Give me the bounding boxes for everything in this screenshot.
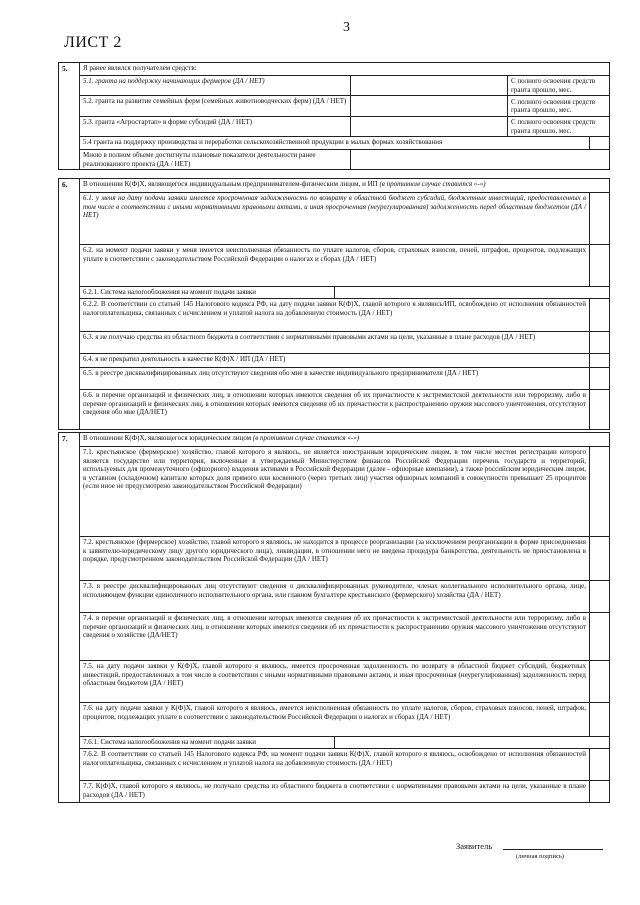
section-6-header-note: (в противном случае ставится «-») — [379, 180, 486, 188]
section-7-header-text: В отношении К(Ф)Х, являющегося юридическим лицом — [83, 434, 252, 442]
item-6-2: 6.2. на момент подачи заявки у меня имеется неисполненная обязанность по уплате налогов, сборов, страховых взносов, пеней, штрафов, процентов, подлежащих уплате в соответствии с законодательством Российской Федерации о налогах и сборах (ДА / НЕТ) — [80, 245, 590, 287]
item-7-7: 7.7. К(Ф)Х, главой которого я являюсь, не получало средства из областного бюджета в соответствии с нормативными правовыми актами на цели, указанные в плане расходов (ДА / НЕТ) — [80, 781, 590, 803]
section-7-table — [58, 432, 610, 803]
field-5-5[interactable] — [351, 150, 610, 170]
field-6-1[interactable] — [590, 193, 610, 245]
field-5-2[interactable] — [351, 96, 508, 117]
field-6-3[interactable] — [590, 332, 610, 354]
item-6-2-2: 6.2.2. В соответствии со статьей 145 Налогового кодекса РФ, на дату подачи заявки К(Ф)Х, главой которого я являюсь/ИП, освобождено от исполнения обязанностей налогоплательщика, связанных с исчислением и уплатой налога на добавленную стоимость (ДА / НЕТ) — [80, 299, 590, 332]
signature-note: (личная подпись) — [516, 853, 564, 860]
item-6-2-1: 6.2.1. Система налогообложения на момент подачи заявки — [80, 287, 335, 299]
field-6-2-1[interactable] — [335, 287, 610, 299]
field-7-6-2[interactable] — [590, 749, 610, 781]
field-7-2[interactable] — [590, 537, 610, 581]
section-6-number: 6. — [59, 179, 80, 430]
section-6-table — [58, 178, 610, 430]
item-7-1: 7.1. крестьянское (фермерское) хозяйство, главой которого я являюсь, не является иностранным юридическим лицом, в том числе местом регистрации которого является государство или территория, включенные в утверждаемый Министерством финансов Российской Федерации перечень государств и территорий, используемых для промежуточного (офшорного) владения активами в Российской Федерации (далее - офшорные компании), а также российским юридическим лицом, в уставном (складочном) капитале которых доля прямого или косвенного (через третьих лиц) участия офшорных компаний в совокупности превышает 25 процентов (если иное не предусмотрено законодательством Российской Федерации) — [80, 447, 590, 537]
item-7-5: 7.5. на дату подачи заявки у К(Ф)Х, главой которого я являюсь, имеется просроченная задолженность по возврату в областной бюджет субсидий, бюджетных инвестиций, предоставленных в том числе в соответствии с иными нормативными правовыми актами, и иная просроченная (неурегулированная) задолженность перед областным бюджетом (ДА / НЕТ) — [80, 661, 590, 703]
field-5-1[interactable] — [351, 76, 508, 96]
page-number: 3 — [343, 20, 350, 35]
field-7-6[interactable] — [590, 703, 610, 737]
field-7-6-1[interactable] — [335, 737, 610, 749]
signature-line[interactable] — [503, 849, 603, 850]
field-6-2-2[interactable] — [590, 299, 610, 332]
field-7-4[interactable] — [590, 613, 610, 661]
item-7-6: 7.6. на дату подачи заявки у К(Ф)Х, главой которого я являюсь, имеется неисполненная обязанность по уплате налогов, сборов, страховых взносов, пеней, штрафов, процентов, подлежащих уплате в соответствии с законодательством Российской Федерации о налогах и сборах (ДА / НЕТ) — [80, 703, 590, 737]
item-5-5: Мною в полном объеме достигнуты плановые показатели деятельности ранее реализованного проекта (ДА / НЕТ) — [80, 150, 351, 170]
item-5-3-months-label: С полного освоения средств гранта прошло, мес. — [508, 117, 610, 137]
item-5-4: 5.4 гранта на поддержку производства и переработки сельскохозяйственной продукции в малых формах хозяйствования — [80, 137, 590, 150]
field-6-4[interactable] — [590, 354, 610, 368]
item-5-1: 5.1. гранта на поддержку начинающих фермеров (ДА / НЕТ) — [80, 76, 351, 96]
item-6-6: 6.6. в перечне организаций и физических лиц, в отношении которых имеются сведения об их причастности к экстремистской деятельности или терроризму, либо в перечне организаций и физических лиц, в отношении которых имеются сведения об их причастности к распространению оружия массового уничтожения, отсутствуют сведения обо мне (ДА/НЕТ) — [80, 390, 590, 430]
section-5-header: Я ранее являлся получателем средств: — [80, 63, 610, 76]
item-7-3: 7.3. в реестре дисквалифицированных лиц отсутствуют сведения о дисквалифицированных руководителе, членах коллегиального исполнительного органа, лице, исполняющем функции единоличного исполнительного органа, или главном бухгалтере крестьянского (фермерского) хозяйства (ДА / НЕТ) — [80, 581, 590, 613]
item-5-2: 5.2. гранта на развитие семейных ферм (семейных животноводческих ферм) (ДА / НЕТ) — [80, 96, 351, 117]
field-6-6[interactable] — [590, 390, 610, 430]
sheet-title: ЛИСТ 2 — [64, 34, 122, 51]
item-6-4: 6.4. я не прекратил деятельность в качестве К(Ф)Х / ИП (ДА / НЕТ) — [80, 354, 590, 368]
section-6-header — [80, 179, 610, 193]
section-7-header-note: (в противном случае ставится «-») — [252, 434, 360, 442]
section-5-table — [58, 62, 610, 170]
item-5-1-months-label: С полного освоения средств гранта прошло, мес. — [508, 76, 610, 96]
field-7-1[interactable] — [590, 447, 610, 537]
field-7-7[interactable] — [590, 781, 610, 803]
field-6-2[interactable] — [590, 245, 610, 287]
applicant-label: Заявитель — [456, 841, 493, 851]
field-5-4[interactable] — [590, 137, 610, 150]
section-6-header-text: В отношении К(Ф)Х, являющегося индивидуальным предпринимателем-физическим лицом, и ИП — [83, 180, 378, 188]
field-7-5[interactable] — [590, 661, 610, 703]
item-5-2-months-label: С полного освоения средств гранта прошло, мес. — [508, 96, 610, 117]
item-7-6-2: 7.6.2. В соответствии со статьей 145 Налогового кодекса РФ, на момент подачи заявки К(Ф)Х, главой которого я являюсь, освобождено от исполнения обязанностей налогоплательщика, связанных с исчислением и уплатой налога на добавленную стоимость (ДА / НЕТ) — [80, 749, 590, 781]
section-7-number: 7. — [59, 433, 80, 803]
item-7-4: 7.4. в перечне организаций и физических лиц, в отношении которых имеются сведения об их причастности к экстремистской деятельности или терроризму, либо в перечне организаций и физических лиц, в отношении которых имеются сведения об их причастности к распространению оружия массового уничтожения отсутствуют сведения о хозяйстве (ДА/НЕТ) — [80, 613, 590, 661]
item-5-3: 5.3. гранта «Агростартап» в форме субсидий (ДА / НЕТ) — [80, 117, 351, 137]
item-7-6-1: 7.6.1. Система налогообложения на момент подачи заявки — [80, 737, 335, 749]
section-7-header — [80, 433, 610, 447]
field-5-3[interactable] — [351, 117, 508, 137]
item-6-5: 6.5. в реестре дисквалифицированных лиц отсутствуют сведения обо мне в качестве индивидуального предпринимателя (ДА / НЕТ) — [80, 368, 590, 390]
item-7-2: 7.2. крестьянское (фермерское) хозяйство, главой которого я являюсь, не находится в процессе реорганизации (за исключением реорганизации в форме присоединения к заявителю-юридическому лицу другого юридического лица), ликвидации, в отношении него не введена процедура банкротства, деятельность не приостановлена в порядке, предусмотренном законодательством Российской Федерации (ДА / НЕТ) — [80, 537, 590, 581]
section-5-number: 5. — [59, 63, 80, 170]
field-7-3[interactable] — [590, 581, 610, 613]
field-6-5[interactable] — [590, 368, 610, 390]
item-6-3: 6.3. я не получаю средства из областного бюджета в соответствии с нормативными правовыми актами на цели, указанные в плане расходов (ДА / НЕТ) — [80, 332, 590, 354]
item-6-1: 6.1. у меня на дату подачи заявки имеется просроченная задолженность по возврату в областной бюджет субсидий, бюджетных инвестиций, предоставленных в том числе в соответствии с иными нормативными правовыми актами, и иная просроченная (неурегулированная) задолженность перед областным бюджетом (ДА / НЕТ) — [80, 193, 590, 245]
